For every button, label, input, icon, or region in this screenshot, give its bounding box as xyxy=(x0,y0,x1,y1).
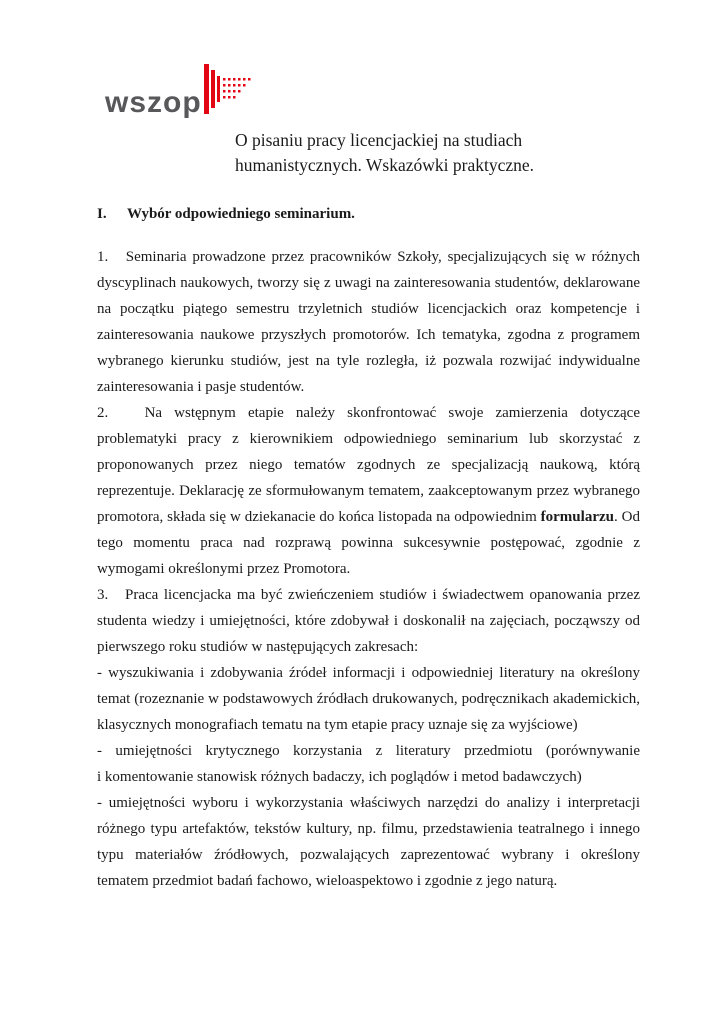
document-header xyxy=(97,58,640,188)
title-line-2: humanistycznych. Wskazówki praktyczne. xyxy=(235,155,535,176)
paragraph-3: 3. Praca licencjacka ma być zwieńczeniem studiów i świadectwem opanowania przez studenta wiedzy i umiejętności, które zdobywał i doskonalił na zajęciach, począwszy od pierwszego roku studiów w następujących zakresach: xyxy=(97,587,640,655)
section-title: Wybór odpowiedniego seminarium. xyxy=(127,206,355,222)
paragraph-2-bold-word: formularzu xyxy=(540,509,614,525)
document-body xyxy=(97,206,640,894)
logo-text: wszop xyxy=(105,86,202,119)
paragraph-1: 1. Seminaria prowadzone przez pracowników Szkoły, specjalizujących się w różnych dyscyplinach naukowych, tworzy się z uwagi na zainteresowania studentów, deklarowane na początku piątego semestru trzyletnich studiów licencjackich oraz kompetencje i zainteresowania naukowe przyszłych promotorów. Ich tematyka, zgodna z programem wybranego kierunku studiów, jest na tyle rozległa, iż pozwala rozwijać indywidualne zainteresowania i pasje studentów. xyxy=(97,249,640,395)
section-number: I. xyxy=(97,206,107,222)
wszop-logo xyxy=(105,60,256,122)
list-item-1: - wyszukiwania i zdobywania źródeł informacji i odpowiedniej literatury na określony temat (rozeznanie w podstawowych źródłach drukowanych, podręcznikach akademickich, klasycznych monografiach tematu na tym etapie pracy uznaje się za wyjściowe) xyxy=(97,665,640,733)
logo-bars-icon xyxy=(204,60,256,122)
list-item-3: - umiejętności wyboru i wykorzystania właściwych narzędzi do analizy i interpretacji różnego typu artefaktów, tekstów kultury, np. filmu, przedstawienia teatralnego i innego typu materiałów źródłowych, pozwalających zaprezentować wybrany i określony tematem przedmiot badań fachowo, wieloaspektowo i zgodnie z jego naturą. xyxy=(97,795,640,889)
paragraph-2-text-after: . Od tego momentu praca nad rozprawą powinna sukcesywnie postępować, zgodnie z wymogami określonymi przez Promotora. xyxy=(97,509,640,577)
paragraph-2 xyxy=(97,400,640,582)
document-title xyxy=(235,128,595,179)
section-heading xyxy=(97,206,640,223)
paragraph-2-text: 2. Na wstępnym etapie należy skonfrontować swoje zamierzenia dotyczące problematyki pracy z kierownikiem odpowiedniego seminarium lub skorzystać z proponowanych przez niego tematów zgodnych ze specjalizacją naukową, którą reprezentuje. Deklarację ze sformułowanym tematem, zaakceptowanym przez wybranego promotora, składa się w dziekanacie do końca listopada na odpowiednim xyxy=(97,405,640,525)
list-item-2: - umiejętności krytycznego korzystania z literatury przedmiotu (porównywanie i komentowanie stanowisk różnych badaczy, ich poglądów i metod badawczych) xyxy=(97,743,640,785)
title-line-1: O pisaniu pracy licencjackiej na studiach xyxy=(235,130,523,150)
